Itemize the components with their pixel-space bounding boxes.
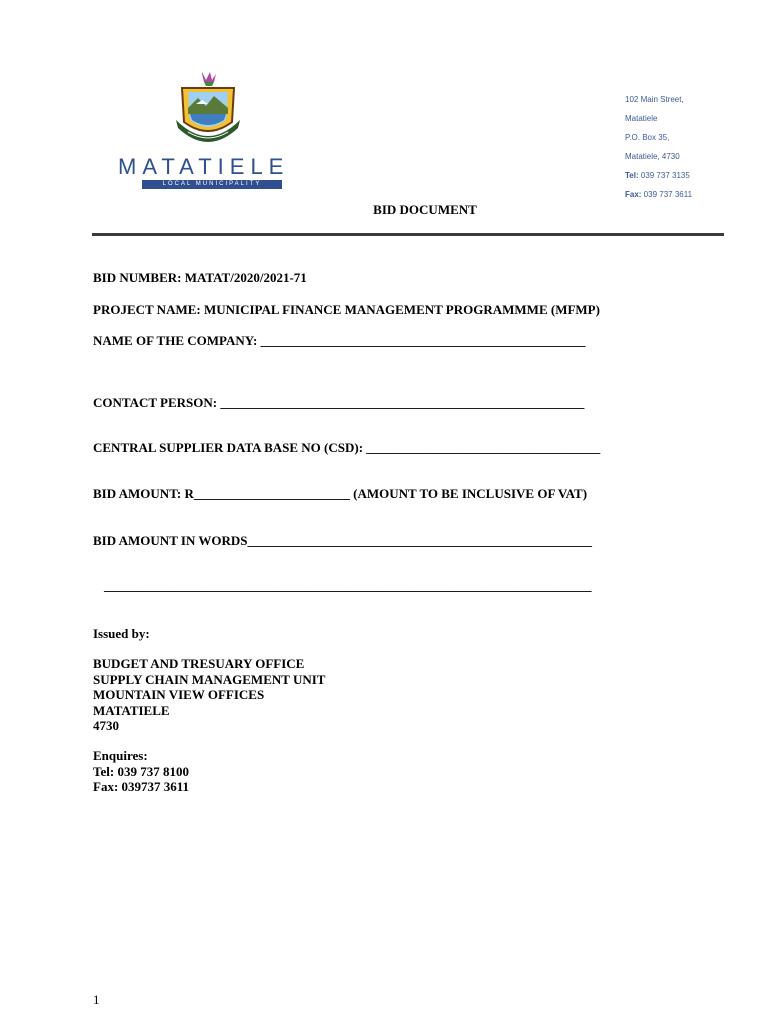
bid-amount-words-field[interactable]: BID AMOUNT IN WORDS_____________________________________________________ (93, 533, 592, 548)
enquires-fax: Fax: 039737 3611 (93, 779, 190, 794)
issuer-line: MATATIELE (93, 702, 170, 718)
issuer-address (93, 656, 325, 734)
issuer-line: BUDGET AND TRESUARY OFFICE (93, 656, 305, 671)
contact-person-field[interactable]: CONTACT PERSON: ________________________________________________________ (93, 395, 585, 410)
bid-amount-words-line[interactable]: ___________________________________________________________________________ (104, 578, 592, 593)
issuer-line: 4730 (93, 718, 119, 733)
enquires-tel: Tel: 039 737 8100 (93, 763, 189, 779)
municipal-crest-icon (168, 70, 248, 150)
municipality-name: MATATIELE (118, 154, 290, 179)
municipality-subtitle: LOCAL MUNICIPALITY (142, 180, 282, 189)
bid-number: BID NUMBER: MATAT/2020/2021-71 (93, 270, 307, 285)
issuer-line: MOUNTAIN VIEW OFFICES (93, 687, 265, 702)
tel-label: Tel: (625, 171, 639, 180)
tel-value: 039 737 3135 (638, 171, 690, 180)
address-block (625, 90, 692, 204)
address-line: Matatiele (625, 114, 658, 123)
issuer-line: SUPPLY CHAIN MANAGEMENT UNIT (93, 671, 326, 687)
document-title: BID DOCUMENT (373, 202, 477, 217)
telephone-line (625, 166, 692, 185)
bid-amount-field[interactable]: BID AMOUNT: R________________________ (AMOUNT TO BE INCLUSIVE OF VAT) (93, 486, 588, 501)
enquires-label: Enquires: (93, 748, 148, 763)
page-number: 1 (93, 992, 100, 1007)
issued-by-label: Issued by: (93, 626, 150, 641)
fax-value: 039 737 3611 (641, 190, 693, 199)
enquiries-block (93, 748, 189, 795)
csd-number-field[interactable]: CENTRAL SUPPLIER DATA BASE NO (CSD): ____________________________________ (93, 440, 601, 455)
address-line: 102 Main Street, (625, 95, 684, 104)
address-line: P.O. Box 35, (625, 133, 670, 142)
fax-label: Fax: (625, 190, 642, 199)
address-line: Matatiele, 4730 (625, 152, 680, 161)
company-name-field[interactable]: NAME OF THE COMPANY: __________________________________________________ (93, 333, 586, 348)
header-divider (92, 233, 724, 236)
project-name: PROJECT NAME: MUNICIPAL FINANCE MANAGEMENT PROGRAMMME (MFMP) (93, 302, 600, 317)
